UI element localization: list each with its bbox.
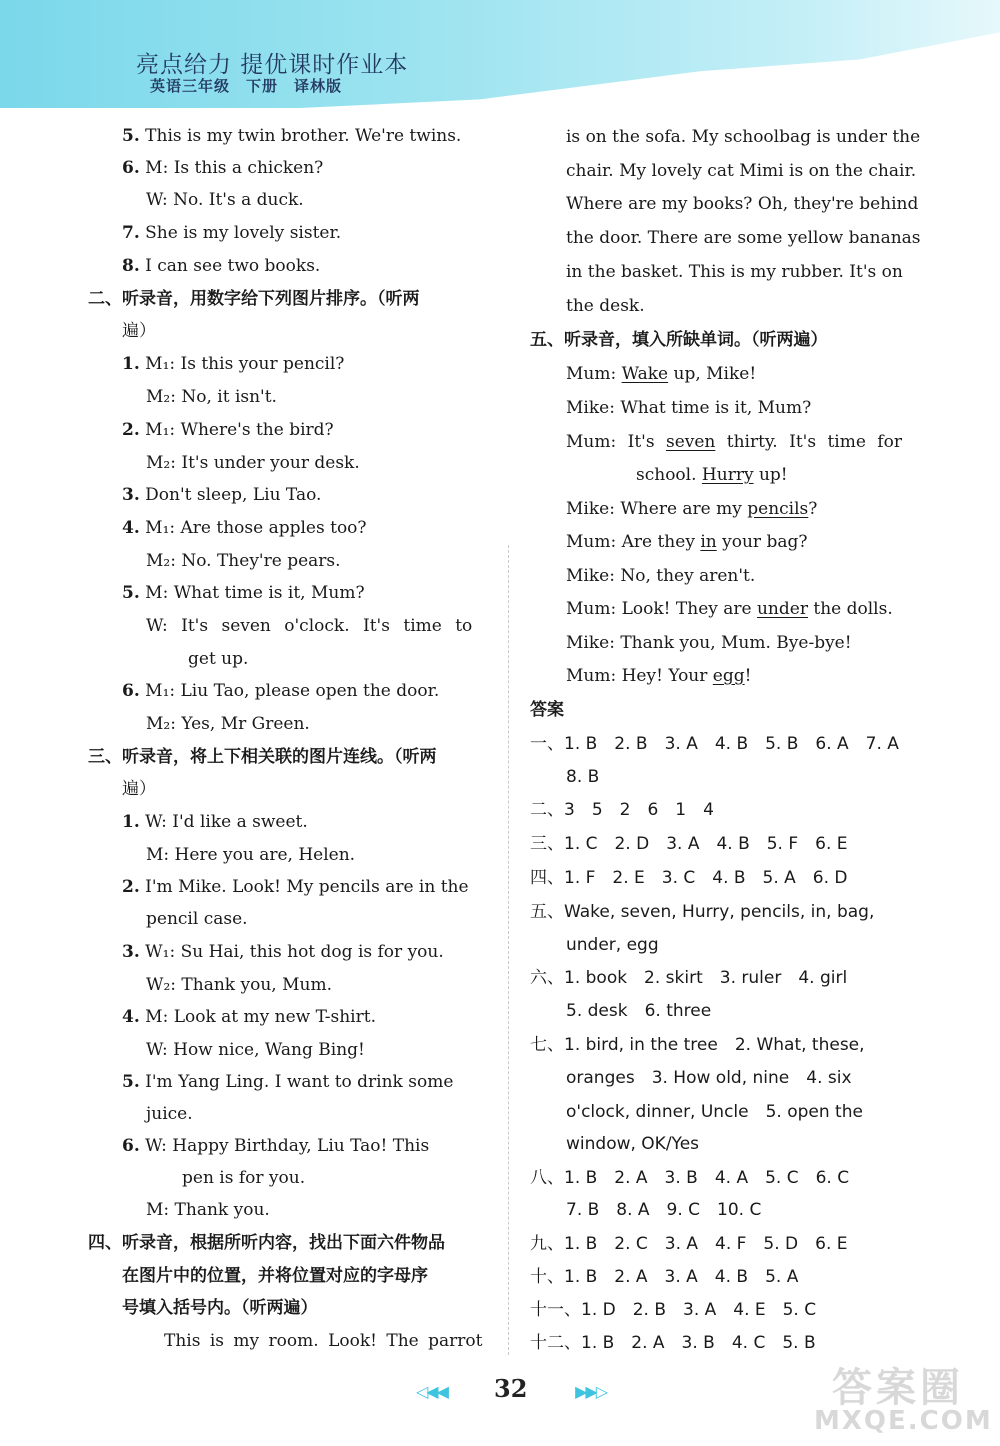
answer-row: oranges 3. How old, nine 4. six <box>566 1068 852 1088</box>
watermark <box>804 1356 993 1436</box>
list-item: pen is for you. <box>182 1168 306 1188</box>
answer-row: 六、1. book 2. skirt 3. ruler 4. girl <box>530 968 848 988</box>
answer-row: o'clock, dinner, Uncle 5. open the <box>566 1102 863 1122</box>
list-item: 6. M: Is this a chicken? <box>122 158 324 178</box>
watermark-url: MXQE.COM <box>814 1406 993 1436</box>
answer-row: 四、1. F 2. E 3. C 4. B 5. A 6. D <box>530 868 848 888</box>
answer-row: 九、1. B 2. C 3. A 4. F 5. D 6. E <box>530 1234 848 1254</box>
list-item: 6. M₁: Liu Tao, please open the door. <box>122 681 440 701</box>
answer-row: 5. desk 6. three <box>566 1001 712 1021</box>
list-item: M₂: No. They're pears. <box>146 551 341 571</box>
answer-row: 一、1. B 2. B 3. A 4. B 5. B 6. A 7. A <box>530 734 899 754</box>
book-title: 亮点给力 提优课时作业本 <box>136 52 409 78</box>
answer-row: 8. B <box>566 767 600 787</box>
list-item: 4. M₁: Are those apples too? <box>122 518 367 538</box>
section-4-title-cont: 号填入括号内。（听两遍） <box>122 1298 318 1318</box>
paragraph-line: chair. My lovely cat Mimi is on the chair. <box>566 161 917 181</box>
list-item: W₂: Thank you, Mum. <box>146 975 332 995</box>
dialog-line: Mum: Wake up, Mike! <box>566 364 757 384</box>
section-2-title: 二、听录音，用数字给下列图片排序。（听两 <box>88 289 420 309</box>
section-5-title: 五、听录音，填入所缺单词。（听两遍） <box>530 330 828 350</box>
paragraph-line: in the basket. This is my rubber. It's on <box>566 262 903 282</box>
list-item: 6. W: Happy Birthday, Liu Tao! This <box>122 1136 430 1156</box>
list-item: M₂: It's under your desk. <box>146 453 360 473</box>
dialog-line: Mum: It's seven thirty. It's time for <box>566 432 902 452</box>
book-subtitle: 英语三年级 下册 译林版 <box>150 77 343 95</box>
paragraph-line: This is my room. Look! The parrot <box>164 1331 483 1351</box>
section-4-title: 四、听录音，根据所听内容，找出下面六件物品 <box>88 1233 445 1253</box>
dialog-line: school. Hurry up! <box>636 465 788 485</box>
page-number: 32 <box>494 1374 528 1403</box>
list-item: 5. I'm Yang Ling. I want to drink some <box>122 1072 454 1092</box>
answer-row: 三、1. C 2. D 3. A 4. B 5. F 6. E <box>530 834 848 854</box>
list-item: 2. M₁: Where's the bird? <box>122 420 334 440</box>
list-item: pencil case. <box>146 909 248 929</box>
answer-row: 七、1. bird, in the tree 2. What, these, <box>530 1035 865 1055</box>
paragraph-line: the desk. <box>566 296 645 316</box>
list-item: W: It's seven o'clock. It's time to <box>146 616 473 636</box>
answer-row: window, OK/Yes <box>566 1134 700 1154</box>
answer-row: under, egg <box>566 935 659 955</box>
section-4-title-cont: 在图片中的位置，并将位置对应的字母序 <box>122 1266 428 1286</box>
dialog-line: Mum: Look! They are under the dolls. <box>566 599 893 619</box>
left-arrows-icon: ◁◀◀ <box>416 1382 447 1401</box>
section-3-title-cont: 遍） <box>122 779 156 799</box>
paragraph-line: is on the sofa. My schoolbag is under the <box>566 127 921 147</box>
list-item: 4. M: Look at my new T-shirt. <box>122 1007 376 1027</box>
paragraph-line: Where are my books? Oh, they're behind <box>566 194 919 214</box>
section-3-title: 三、听录音，将上下相关联的图片连线。（听两 <box>88 747 437 767</box>
list-item: 7. She is my lovely sister. <box>122 223 342 243</box>
answer-row: 十二、1. B 2. A 3. B 4. C 5. B <box>530 1333 816 1353</box>
list-item: 2. I'm Mike. Look! My pencils are in the <box>122 877 469 897</box>
paragraph-line: the door. There are some yellow bananas <box>566 228 921 248</box>
list-item: juice. <box>146 1104 193 1124</box>
list-item: 5. This is my twin brother. We're twins. <box>122 126 462 146</box>
column-divider <box>508 545 509 1355</box>
list-item: 1. M₁: Is this your pencil? <box>122 354 345 374</box>
answer-row: 五、Wake, seven, Hurry, pencils, in, bag, <box>530 902 875 922</box>
list-item: W: No. It's a duck. <box>146 190 304 210</box>
answer-row: 八、1. B 2. A 3. B 4. A 5. C 6. C <box>530 1168 850 1188</box>
list-item: 8. I can see two books. <box>122 256 321 276</box>
watermark-logo-text: 答案圈 <box>832 1365 964 1411</box>
right-arrows-icon: ▶▶▷ <box>575 1382 606 1401</box>
answer-row: 二、3 5 2 6 1 4 <box>530 800 714 820</box>
list-item: M: Thank you. <box>146 1200 270 1220</box>
dialog-line: Mike: What time is it, Mum? <box>566 398 812 418</box>
answers-title: 答案 <box>530 700 564 720</box>
list-item: 3. W₁: Su Hai, this hot dog is for you. <box>122 942 444 962</box>
list-item: M₂: Yes, Mr Green. <box>146 714 310 734</box>
list-item: 3. Don't sleep, Liu Tao. <box>122 485 322 505</box>
dialog-line: Mum: Hey! Your egg! <box>566 666 752 686</box>
list-item: M: Here you are, Helen. <box>146 845 356 865</box>
dialog-line: Mike: No, they aren't. <box>566 566 756 586</box>
dialog-line: Mum: Are they in your bag? <box>566 532 808 552</box>
list-item: M₂: No, it isn't. <box>146 387 277 407</box>
answer-row: 十一、1. D 2. B 3. A 4. E 5. C <box>530 1300 817 1320</box>
dialog-line: Mike: Thank you, Mum. Bye-bye! <box>566 633 852 653</box>
answer-row: 7. B 8. A 9. C 10. C <box>566 1200 762 1220</box>
list-item: get up. <box>188 649 249 669</box>
section-2-title-cont: 遍） <box>122 321 156 341</box>
answer-row: 十、1. B 2. A 3. A 4. B 5. A <box>530 1267 799 1287</box>
dialog-line: Mike: Where are my pencils? <box>566 499 818 519</box>
list-item: 1. W: I'd like a sweet. <box>122 812 308 832</box>
list-item: 5. M: What time is it, Mum? <box>122 583 365 603</box>
list-item: W: How nice, Wang Bing! <box>146 1040 365 1060</box>
page-number-area <box>416 1374 606 1404</box>
